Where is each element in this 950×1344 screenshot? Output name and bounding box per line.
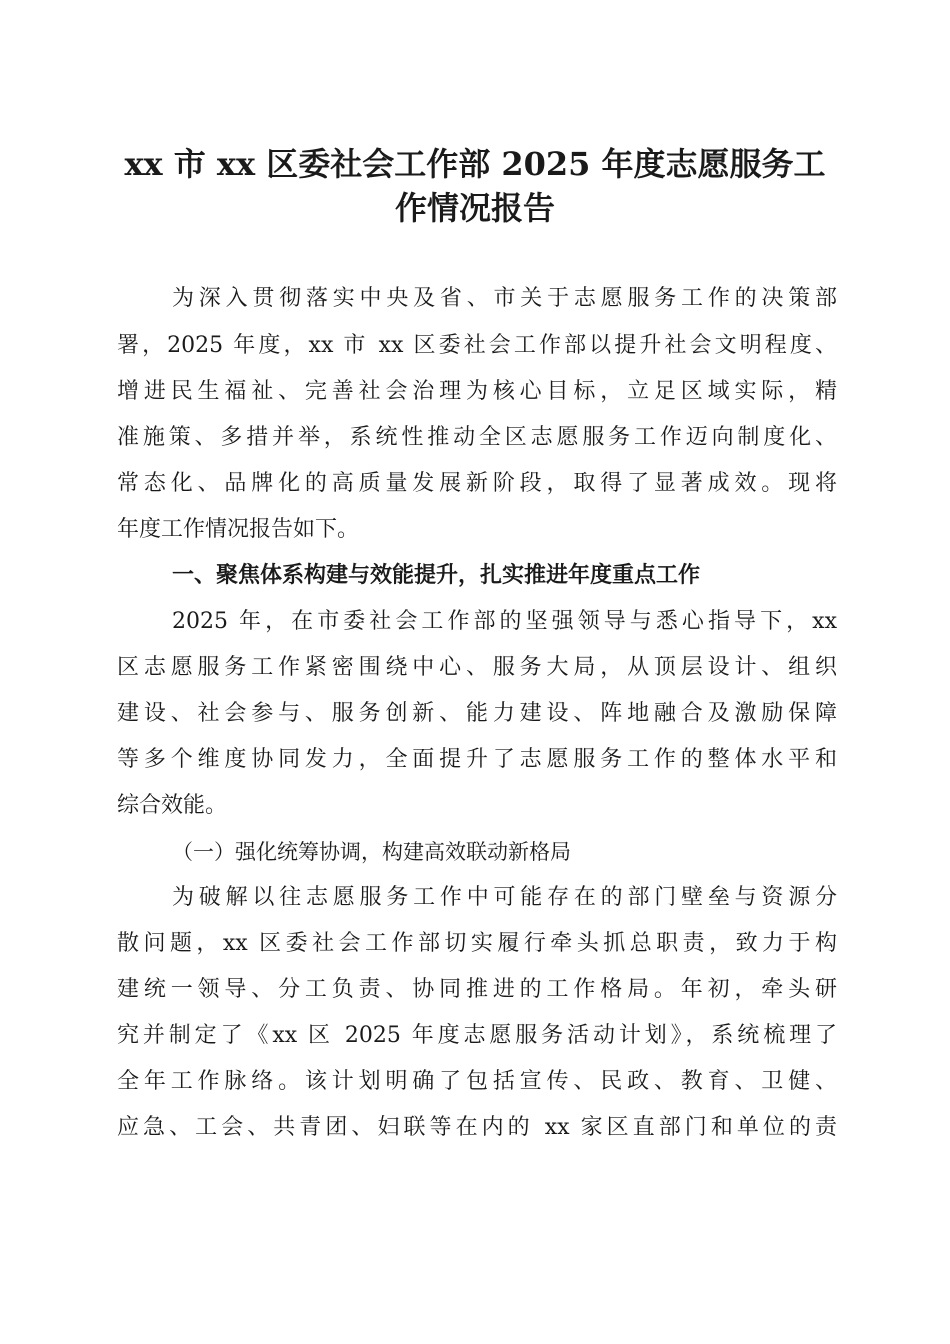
intro-line-4: 准施策、多措并举，系统性推动全区志愿服务工作迈向制度化、	[117, 425, 837, 450]
document-title-line-2: 作情况报告	[394, 189, 555, 227]
subsection-1-line-4: 究并制定了《xx 区 2025 年度志愿服务活动计划》，系统梳理了	[117, 1023, 837, 1048]
section-1-line-1: 2025 年，在市委社会工作部的坚强领导与悉心指导下，xx	[172, 609, 837, 634]
subsection-1-line-1: 为破解以往志愿服务工作中可能存在的部门壁垒与资源分	[172, 885, 837, 910]
subsection-1-line-5: 全年工作脉络。该计划明确了包括宣传、民政、教育、卫健、	[117, 1069, 837, 1094]
document-title-line-1: xx 市 xx 区委社会工作部 2025 年度志愿服务工	[124, 145, 826, 183]
section-1-line-2: 区志愿服务工作紧密围绕中心、服务大局，从顶层设计、组织	[117, 655, 837, 680]
intro-line-5: 常态化、品牌化的高质量发展新阶段，取得了显著成效。现将	[117, 471, 837, 496]
section-1-line-5: 综合效能。	[117, 793, 228, 818]
intro-line-3: 增进民生福祉、完善社会治理为核心目标，立足区域实际，精	[117, 379, 837, 404]
section-1-line-3: 建设、社会参与、服务创新、能力建设、阵地融合及激励保障	[117, 701, 837, 726]
intro-line-2: 署，2025 年度，xx 市 xx 区委社会工作部以提升社会文明程度、	[117, 333, 837, 358]
subsection-1-line-2: 散问题，xx 区委社会工作部切实履行牵头抓总职责，致力于构	[117, 931, 837, 956]
subsection-1-line-6: 应急、工会、共青团、妇联等在内的 xx 家区直部门和单位的责	[117, 1115, 837, 1140]
section-1-line-4: 等多个维度协同发力，全面提升了志愿服务工作的整体水平和	[117, 747, 837, 772]
subsection-1-line-3: 建统一领导、分工负责、协同推进的工作格局。年初，牵头研	[117, 977, 837, 1002]
intro-line-1: 为深入贯彻落实中央及省、市关于志愿服务工作的决策部	[172, 286, 837, 311]
subsection-1-heading: （一）强化统筹协调，构建高效联动新格局	[172, 840, 571, 864]
intro-line-6: 年度工作情况报告如下。	[117, 517, 360, 542]
section-1-heading: 一、聚焦体系构建与效能提升，扎实推进年度重点工作	[172, 563, 701, 588]
